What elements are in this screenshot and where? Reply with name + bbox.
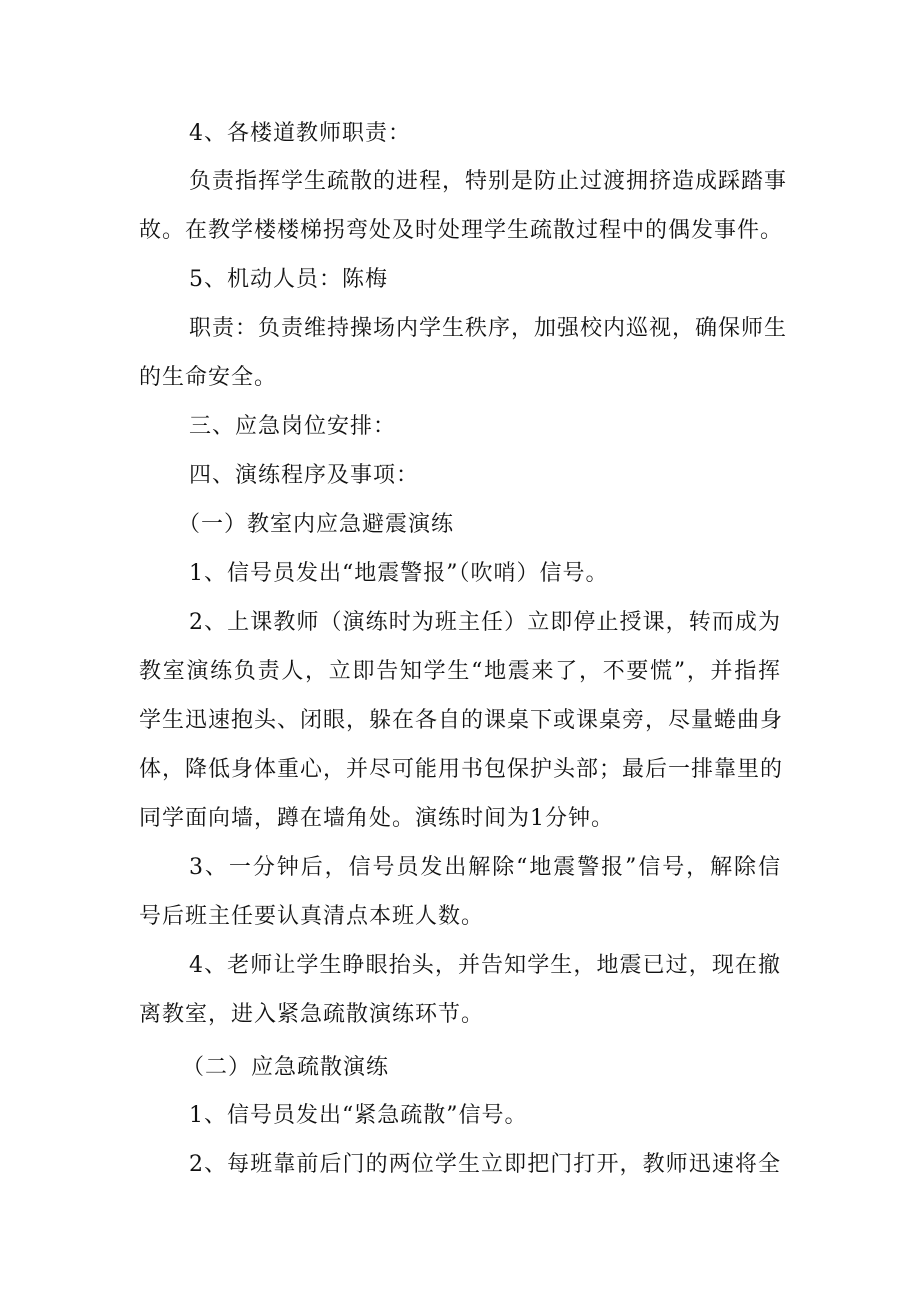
paragraph-line: 号后班主任要认真清点本班人数。	[139, 904, 485, 929]
paragraph-line: 学生迅速抱头、闭眼，躲在各自的课桌下或课桌旁，尽量蜷曲身	[139, 708, 784, 733]
section-heading-4: 四、演练程序及事项：	[189, 463, 420, 488]
paragraph-line: 职责：负责维持操场内学生秩序，加强校内巡视，确保师生	[189, 316, 788, 341]
paragraph-line: 教室演练负责人，立即告知学生“地震来了，不要慌”，并指挥	[139, 659, 781, 684]
subsection-heading-1: （一）教室内应急避震演练	[178, 512, 455, 537]
paragraph-line: 离教室，进入紧急疏散演练环节。	[139, 1002, 485, 1027]
paragraph-line: 2、每班靠前后门的两位学生立即把门打开，教师迅速将全	[189, 1152, 781, 1177]
paragraph-line: 1、信号员发出“地震警报”（吹哨）信号。	[189, 561, 609, 586]
paragraph-line: 2、上课教师（演练时为班主任）立即停止授课，转而成为	[189, 610, 781, 635]
subsection-heading-2: （二）应急疏散演练	[182, 1055, 390, 1080]
paragraph-line: 负责指挥学生疏散的进程，特别是防止过渡拥挤造成踩踏事	[189, 169, 788, 194]
paragraph-line: 1、信号员发出“紧急疏散”信号。	[189, 1103, 528, 1128]
paragraph-line: 体，降低身体重心，并尽可能用书包保护头部；最后一排靠里的	[139, 757, 784, 782]
paragraph-line: 3、一分钟后，信号员发出解除“地震警报”信号，解除信	[189, 855, 781, 880]
paragraph-line: 的生命安全。	[139, 365, 278, 390]
heading-stairwell-teacher-duties: 4、各楼道教师职责：	[189, 121, 411, 146]
paragraph-line: 4、老师让学生睁眼抬头，并告知学生，地震已过，现在撤	[189, 953, 781, 978]
paragraph-line: 同学面向墙，蹲在墙角处。演练时间为1分钟。	[139, 806, 614, 831]
section-heading-3: 三、应急岗位安排：	[189, 414, 397, 439]
paragraph-line: 故。在教学楼楼梯拐弯处及时处理学生疏散过程中的偶发事件。	[139, 218, 784, 243]
heading-mobile-staff: 5、机动人员：陈梅	[189, 267, 388, 292]
